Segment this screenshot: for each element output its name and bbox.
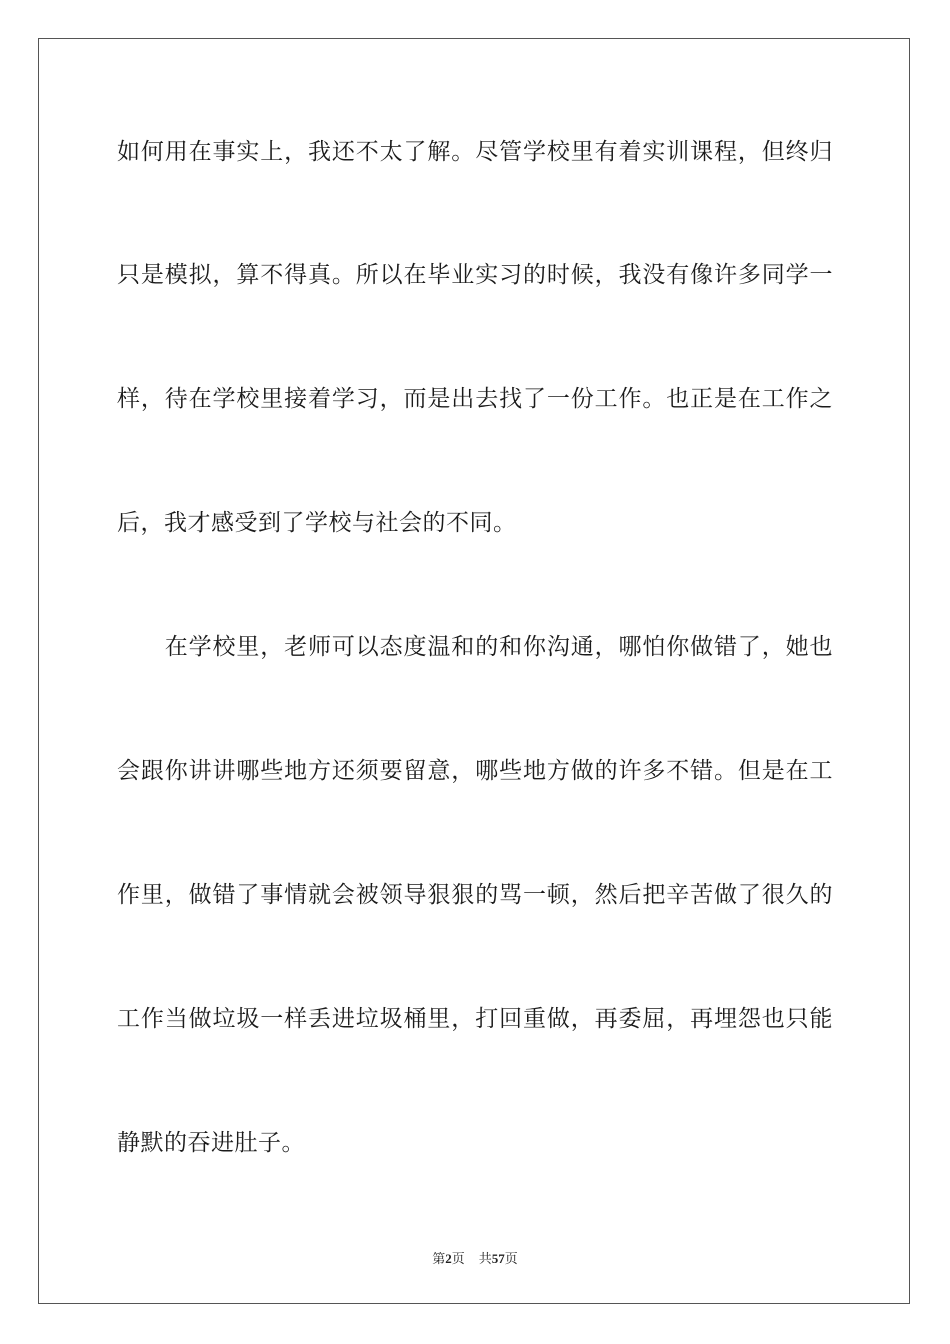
total-suffix: 页 xyxy=(504,1251,518,1266)
text-line: 作里，做错了事情就会被领导狠狠的骂一顿，然后把辛苦做了很久的 xyxy=(117,882,833,908)
page-suffix: 页 xyxy=(451,1251,465,1266)
total-pages: 57 xyxy=(491,1251,505,1266)
text-line: 如何用在事实上，我还不太了解。尽管学校里有着实训课程，但终归 xyxy=(117,139,833,165)
page-footer xyxy=(0,1248,950,1267)
text-line: 样，待在学校里接着学习，而是出去找了一份工作。也正是在工作之 xyxy=(117,386,833,412)
page-number: 2 xyxy=(445,1251,452,1266)
text-line: 在学校里，老师可以态度温和的和你沟通，哪怕你做错了，她也 xyxy=(117,634,833,660)
text-line: 工作当做垃圾一样丢进垃圾桶里，打回重做，再委屈，再埋怨也只能 xyxy=(117,1006,833,1032)
text-line: 会跟你讲讲哪些地方还须要留意，哪些地方做的许多不错。但是在工 xyxy=(117,758,833,784)
text-line: 静默的吞进肚子。 xyxy=(117,1130,305,1156)
text-line: 后，我才感受到了学校与社会的不同。 xyxy=(117,510,517,536)
page-border xyxy=(38,38,910,1304)
total-prefix: 共 xyxy=(478,1251,492,1266)
text-line: 只是模拟，算不得真。所以在毕业实习的时候，我没有像许多同学一 xyxy=(117,262,833,288)
page-prefix: 第 xyxy=(432,1251,446,1266)
